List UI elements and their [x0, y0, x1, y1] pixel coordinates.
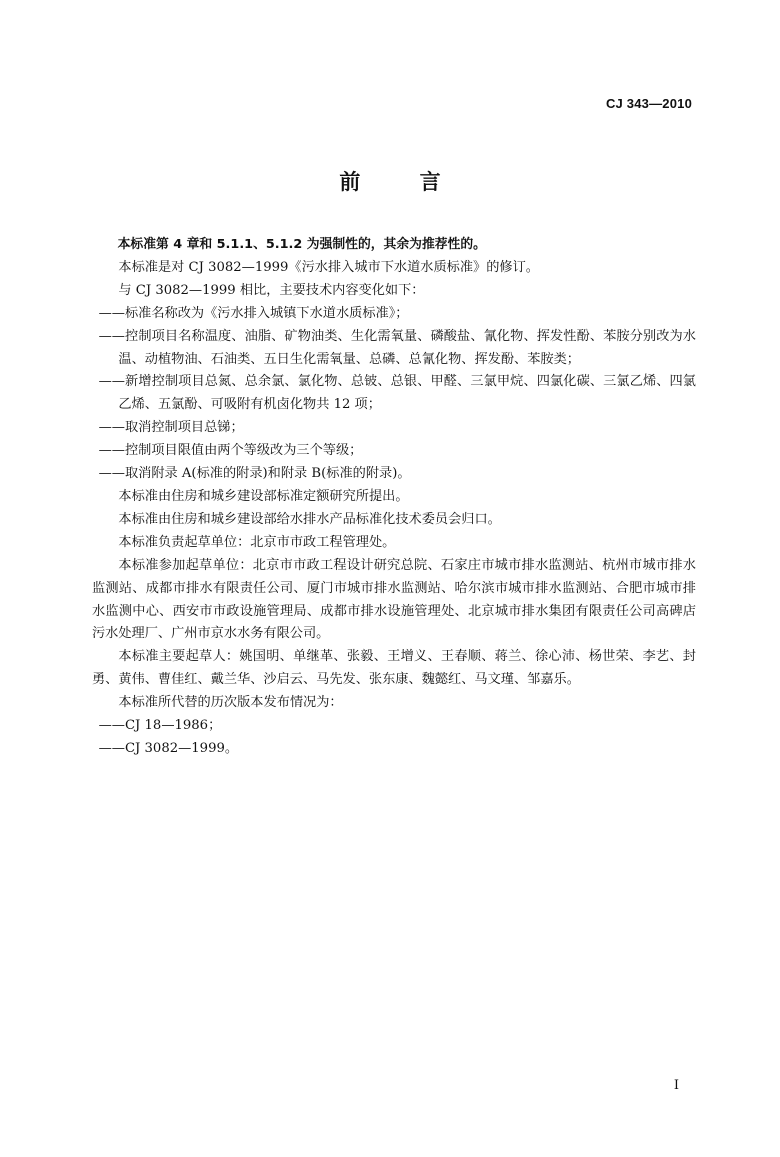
- main-drafters: 本标准主要起草人：姚国明、单继革、张毅、王增义、王春顺、蒋兰、徐心沛、杨世荣、李艺、封勇、黄伟、曹佳红、戴兰华、沙启云、马先发、张东康、魏懿红、马文瑾、邹嘉乐。: [92, 649, 696, 688]
- foreword-body: [92, 234, 696, 761]
- page-title: 前 言: [339, 170, 467, 194]
- change-item-removed: ——取消控制项目总锑；: [98, 420, 244, 436]
- lead-drafter-unit: 本标准负责起草单位：北京市市政工程管理处。: [118, 534, 396, 550]
- change-item-grades: ——控制项目限值由两个等级改为三个等级；: [98, 443, 363, 459]
- history-item: ——CJ 3082—1999。: [98, 740, 239, 756]
- committee-statement: 本标准由住房和城乡建设部给水排水产品标准化技术委员会归口。: [118, 511, 501, 527]
- mandatory-clause-statement: 本标准第 4 章和 5.1.1、5.1.2 为强制性的，其余为推荐性的。: [117, 237, 486, 252]
- history-intro: 本标准所代替的历次版本发布情况为：: [118, 695, 343, 711]
- proposer-statement: 本标准由住房和城乡建设部标准定额研究所提出。: [118, 488, 409, 504]
- changes-intro: 与 CJ 3082—1999 相比，主要技术内容变化如下：: [118, 282, 425, 298]
- page-number: I: [673, 1078, 679, 1093]
- revision-statement: 本标准是对 CJ 3082—1999《污水排入城市下水道水质标准》的修订。: [118, 259, 539, 275]
- history-item: ——CJ 18—1986；: [98, 718, 222, 734]
- change-item-appendix: ——取消附录 A(标准的附录)和附录 B(标准的附录)。: [98, 466, 411, 482]
- standard-code: CJ 343—2010: [605, 96, 692, 111]
- change-item-new-items: ——新增控制项目总氮、总余氯、氯化物、总铍、总银、甲醛、三氯甲烷、四氯化碳、三氯乙烯、四氯乙烯、五氯酚、可吸附有机卤化物共 12 项；: [98, 374, 696, 413]
- participating-units: 本标准参加起草单位：北京市市政工程设计研究总院、石家庄市城市排水监测站、杭州市城市排水监测站、成都市排水有限责任公司、厦门市城市排水监测站、哈尔滨市城市排水监测站、合肥市城市排水监测中心、西安市市政设施管理局、成都市排水设施管理处、北京城市排水集团有限责任公司高碑店污水处理厂、广州市京水水务有限公司。: [92, 557, 696, 642]
- change-item-renamed-items: ——控制项目名称温度、油脂、矿物油类、生化需氧量、磷酸盐、氰化物、挥发性酚、苯胺分别改为水温、动植物油、石油类、五日生化需氧量、总磷、总氰化物、挥发酚、苯胺类；: [98, 328, 696, 367]
- change-item-name: ——标准名称改为《污水排入城镇下水道水质标准》；: [98, 305, 409, 321]
